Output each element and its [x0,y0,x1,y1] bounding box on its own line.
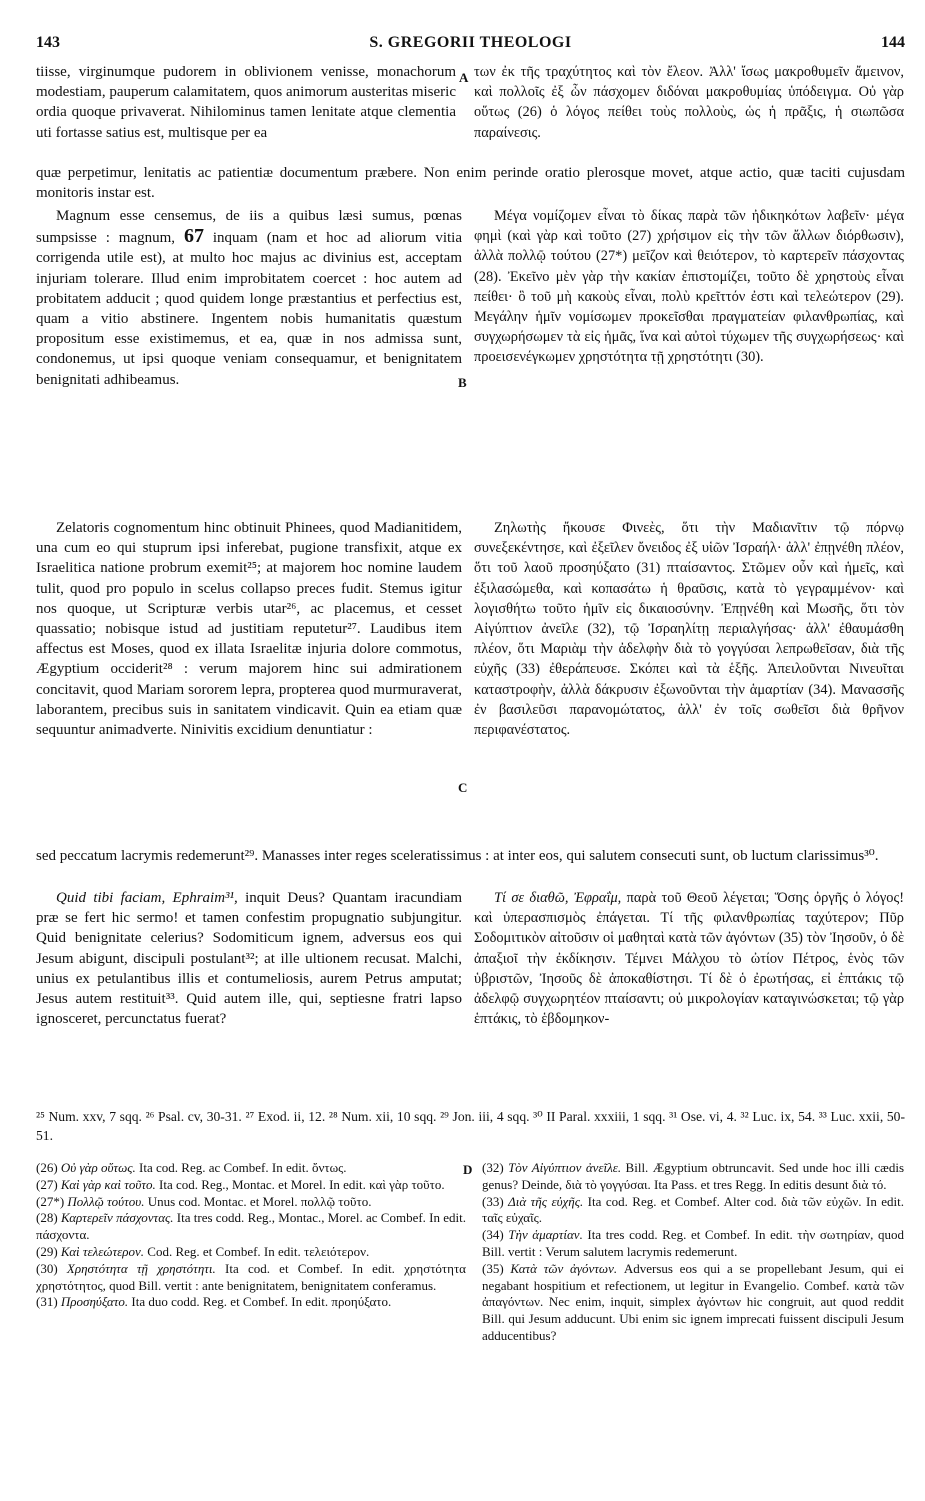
left-page-number: 143 [36,34,60,51]
footnote: (28) Καρτερεῖν πάσχοντας. Ita tres codd. Reg., Montac., Morel. ac Combef. In edit. πάσχοντα. [36,1210,467,1243]
footnote: (35) Κατὰ τῶν ἀγόντων. Adversus eos qui a se propellebant Jesum, qui ei negabant hospitium et refectionem, ut legitur in Evangelio. Combef. κατὰ τῶν ἀπαγόντων. Nec enim, inquit, simplex ἀγόντων hic congruit, aut quod reddit Bill. qui Jesum adducunt. Ubi enim sic ignem imprecati fuissent discipuli Jesum adducentibus? [482,1260,904,1343]
latin-paragraph-1: tiisse, virginumque pudorem in oblivionem venisse, monachorum modestiam, pauperum calamitatem, quos animorum austeritas miseric ordia quoque privaverat. Nihilominus tamen lenitate atque clementia uti fortasse satius est, multisque per ea [36,64,456,141]
footnote: (32) Τὸν Αἰγύπτιον ἀνεῖλε. Bill. Ægyptium obtruncavit. Sed unde hoc illi cædis genus? Deinde, διὰ τὸ γογγύσαι. Ita Pass. et tres Regg. In editis desunt διὰ τό. [482,1160,904,1192]
latin-paragraph-2-rest: inquam (nam et hoc ad aliorum vitia corrigenda utile est), at multo hoc majus ac divinius est, acceptam injuriam tolerare. Illud enim improbitatem coercet : hoc autem ad probitatem adducit ; quod quidem longe præstantius et perfectius est, quam a vitio abstinere. Ingentem nobis humanitatis quæstum propositum esse existimemus, et ea, quæ in nos admissa sunt, condonemus, ut ipsi quoque veniam consequamur, et benignitatem benignitati adhibeamus. [36,230,463,388]
greek-paragraph-4 [474,888,904,1029]
greek-paragraph-1: των ἐκ τῆς τραχύτητος καὶ τὸν ἔλεον. Ἀλλ' ἴσως μακροθυμεῖν ἄμεινον, καὶ πολλοῖς ἐξ ὧν πάσχομεν διδόναι μακροθυμίας ὑπόδειγμα. Οὐ γὰρ οὕτως (26) ὁ λόγος πείθει τοὺς πολλοὺς, ὡς ἡ πρᾶξις, ἡ σιωπῶσα παραίνεσις. [474,64,904,141]
greek-paragraph-2: Μέγα νομίζομεν εἶναι τὸ δίκας παρὰ τῶν ἠδικηκότων λαβεῖν· μέγα φημὶ (καὶ γὰρ καὶ τοῦτο (27) χρήσιμον εἰς τὴν τῶν ἄλλων διόρθωσιν), ἀλλὰ πολλῷ τούτου (27*) μεῖζον καὶ θειότερον, τὸ καρτερεῖν πάσχοντας (28). Ἐκεῖνο μὲν γὰρ τὴν κακίαν ἐπιστομίζει, τοῦτο δὲ χρηστοὺς εἶναι πείθει· ὃ τοῦ μὴ κακοὺς εἶναι, πολὺ κρεῖττόν ἐστι καὶ τελεώτερον (29). Μεγάλην ἡμῖν νομίσωμεν προκεῖσθαι πραγματείαν φιλανθρωπίας, καὶ συγχωρήσωμεν τὰ εἰς ἡμᾶς, ἵνα καὶ αὐτοὶ τύχωμεν τῆς συγχωρήσεως· καὶ προεισενέγκωμεν χρηστότητα τῇ χρηστότητι (30). [474,208,904,366]
greek-paragraph-4-rest: παρὰ τοῦ Θεοῦ λέγεται; Ὅσης ὀργῆς ὁ λόγος! καὶ ὑπερασπισμὸς ἐπάγεται. Τί τῆς φιλανθρωπίας ταχύτερον; Πῦρ Σοδομιτικὸν αἰτοῦσιν οἱ μαθηταὶ κατὰ τῶν ἀγόντων (35) τὸν Ἰησοῦν, ὁ δὲ ἀπαξιοῖ τὴν ἐκδίκησιν. Τέμνει Μάλχου τὸ ὠτίον Πέτρος, ἑνὸς τῶν ὑβριστῶν, Ἰησοῦς δὲ ἀποκαθίστησι. Τί δὲ ὁ ἐρωτήσας, εἰ ἑπτάκις τῷ ἀδελφῷ συγχωρητέον πταίσαντι; οὐ μικρολογίαν καταγινώσκεται; τῷ γὰρ ἑπτάκις, τὸ ἑβδομηκον- [474,890,904,1028]
footnotes-right [482,1160,904,1345]
footnote: (27*) Πολλῷ τούτου. Unus cod. Montac. et Morel. πολλῷ τοῦτο. [36,1193,372,1209]
margin-mark-c: C [458,780,468,795]
fullwidth-latin-1: quæ perpetimur, lenitatis ac patientiæ documentum præbere. Non enim perinde oratio plerosque movet, atque actio, quæ taciti cujusdam monitoris instar est. [36,165,905,202]
latin-paragraph-2-start: Magnum esse censemus, de iis a quibus læsi sumus, pœnas sumpsisse : magnum, [36,208,462,247]
margin-mark-b: B [458,375,467,390]
footnote: (31) Προσηύξατο. Ita duo codd. Reg. et Combef. In edit. προηύξατο. [36,1294,392,1310]
margin-mark-a: A [459,70,469,85]
footnote: (33) Διὰ τῆς εὐχῆς. Ita cod. Reg. et Combef. Alter cod. διὰ τῶν εὐχῶν. In edit. ταῖς εὐχαῖς. [482,1193,904,1226]
footnote: (26) Οὐ γὰρ οὕτως. Ita cod. Reg. ac Combef. In edit. ὄντως. [36,1160,347,1175]
scripture-references: ²⁵ Num. xxv, 7 sqq. ²⁶ Psal. cv, 30-31. ²⁷ Exod. ii, 12. ²⁸ Num. xii, 10 sqq. ²⁹ Jon. iii, 4 sqq. ³⁰ II Paral. xxxiii, 1 sqq. ³¹ Ose. vi, 4. ³² Luc. ix, 54. ³³ Luc. xxii, 50-51. [36,1109,905,1143]
footnote: (30) Χρηστότητα τῇ χρηστότητι. Ita cod. et Combef. In edit. χρηστότητα χρηστότητος, quod Bill. vertit : ante benignitatem, benignitatem conferamus. [36,1260,466,1293]
latin-paragraph-4 [36,888,462,1029]
latin-paragraph-4-rest: inquit Deus? Quantam iracundiam præ se fert hic sermo! et tamen confestim propugnatio subjungitur. Quid benignitate celerius? Sodomiticum ignem, adversus eos qui Jesum abigunt, discipuli postulant³²; at ille ultionem recusat. Malchi, unius ex petulantibus illis et contumeliosis, aurem Petrus amputat; Jesus autem restituit³³. Quid autem ille, qui, septiesne fratri lapso ignosceret, percunctatus fuerat? [36,890,462,1028]
latin-quote: Quid tibi faciam, Ephraim³¹, [56,890,246,906]
folio-mark: 67 [183,225,204,248]
footnotes-left [36,1160,466,1311]
fullwidth-latin-2: sed peccatum lacrymis redemerunt²⁹. Manasses inter reges sceleratissimus : at inter eos, qui salutem consecuti sunt, ob luctum clarissimus³⁰. [36,848,879,864]
greek-quote: Τί σε διαθῶ, Ἐφραΐμ, [494,890,627,906]
margin-mark-d: D [463,1162,473,1177]
greek-paragraph-3: Ζηλωτὴς ἤκουσε Φινεὲς, ὅτι τὴν Μαδιανῖτιν τῷ πόρνῳ συνεξεκέντησε, καὶ ἐξεῖλεν ὄνειδος ἐξ υἱῶν Ἰσραήλ· ἀλλ' ἐπῃνέθη πλέον, ὅτι τοῦ λαοῦ προσηύξατο (31) πταίσαντος. Στῶμεν οὖν καὶ ἡμεῖς, καὶ ἐξιλασώμεθα, καὶ κοπασάτω ἡ θραῦσις, κατὰ τὸ γεγραμμένον· καὶ λογισθήτω τοῦτο ἡμῖν εἰς δικαιοσύνην. Ἐπῃνέθη καὶ Μωσῆς, ὅτι τὸν Αἰγύπτιον ἀνεῖλε (32), τῷ Ἰσραηλίτῃ περιαλγήσας· ἀλλ' ἐθαυμάσθη πλέον, ὅτι Μαριὰμ τὴν ἀδελφὴν διὰ τὸ γογγύσαι λεπρωθεῖσαν, διὰ τῆς εὐχῆς (33) ἐθεράπευσε. Σκόπει καὶ τὰ ἑξῆς. Ἀπειλοῦνται Νινευῖται καταστροφὴν, ἀλλὰ δάκρυσιν ἐξωνοῦνται τὴν ἁμαρτίαν (34). Μανασσῆς ἐν βασιλεῦσι παρανομώτατος, ἀλλ' ἐν τοῖς σωθεῖσι διὰ θρῆνον περιφανέστατος. [474,520,904,739]
footnote: (27) Καὶ γὰρ καὶ τοῦτο. Ita cod. Reg., Montac. et Morel. In edit. καὶ γὰρ τοῦτο. [36,1176,445,1192]
latin-paragraph-3: Zelatoris cognomentum hinc obtinuit Phinees, quod Madianitidem, una cum eo qui stuprum ipsi inferebat, pugione transfixit, atque ex Israelitica natione probrum exemit²⁵; at majorem hoc nomine laudem tulit, quod pro populo in scelus collapso preces fudit. Stemus igitur nos quoque, ut Scripturæ verbis utar²⁶, ac placemus, et cesset quassatio; nobisque istud ad justitiam reputetur²⁷. Laudibus item affectus est Moses, quod ex illata Israelitæ injuria dolore commotus, Ægyptium occiderit²⁸ : verum majorem hinc sui admirationem concitavit, quod Mariam sororem lepra, propterea quod murmuraverat, laborantem, precibus suis in sanitatem vindicavit. Quin ea etiam quæ sequuntur animadverte. Ninivitis excidium denuntiatur : [36,520,462,739]
footnote: (34) Τὴν ἁμαρτίαν. Ita tres codd. Reg. et Combef. In edit. τὴν σωτηρίαν, quod Bill. vertit : Verum salutem lacrymis redemerunt. [482,1227,904,1259]
page-header [36,34,905,56]
latin-paragraph-2 [36,206,462,390]
footnote: (29) Καὶ τελεώτερον. Cod. Reg. et Combef. In edit. τελειότερον. [36,1243,370,1259]
right-page-number: 144 [881,34,905,51]
running-title: S. GREGORII THEOLOGI [369,34,572,51]
